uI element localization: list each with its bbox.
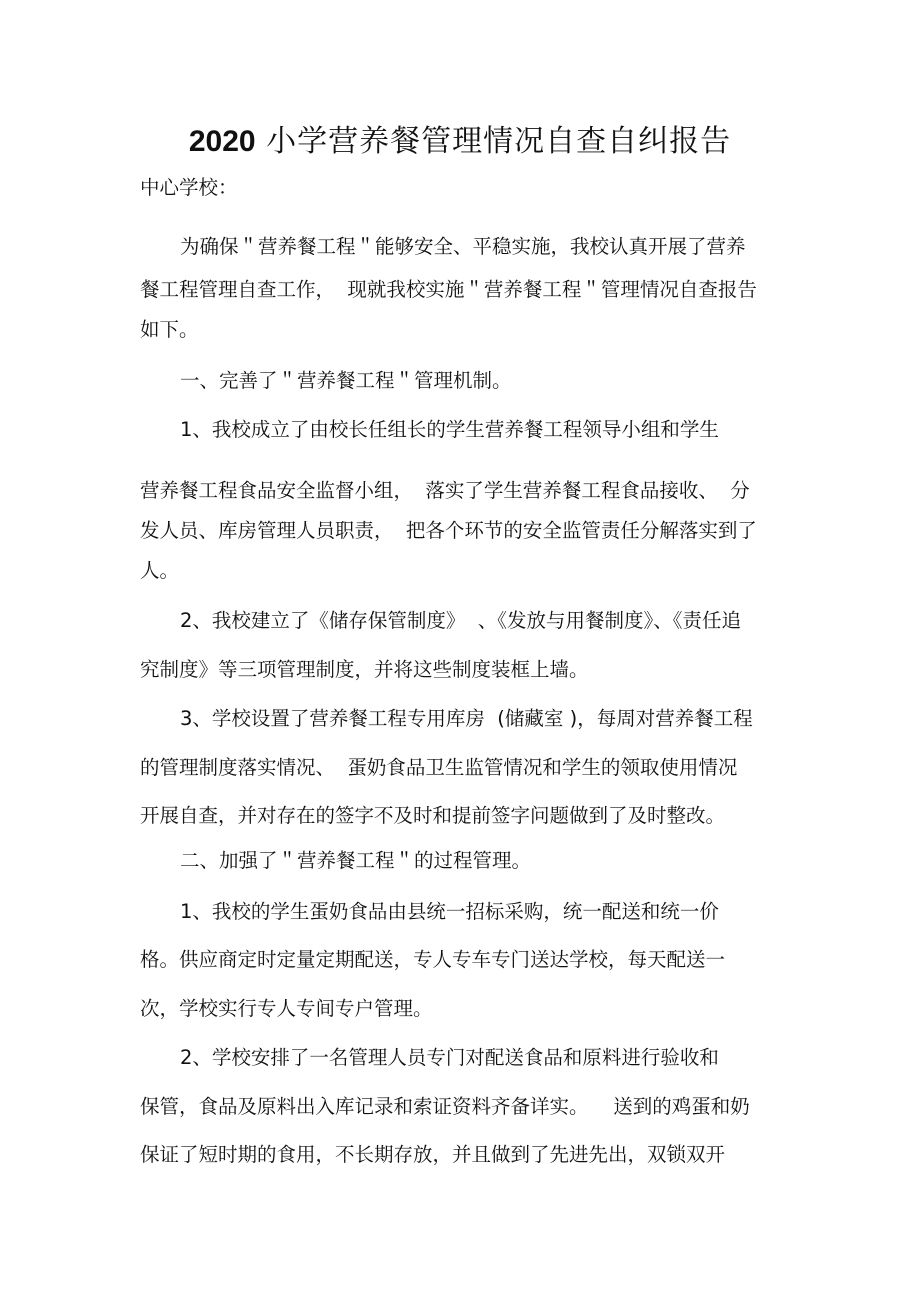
section1-item1-line: 发人员、库房管理人员职责， 把各个环节的安全监管责任分解落实到了 bbox=[140, 519, 757, 542]
title-year: 2020 bbox=[188, 125, 256, 158]
section1-item2-line: 究制度》等三项管理制度，并将这些制度装框上墙。 bbox=[140, 658, 589, 681]
intro-line: 如下。 bbox=[140, 318, 199, 341]
intro-line: 为确保＂营养餐工程＂能够安全、平稳实施，我校认真开展了营养 bbox=[180, 235, 746, 258]
section1-item3-line: 3、学校设置了营养餐工程专用库房 (储藏室 )，每周对营养餐工程 bbox=[180, 707, 753, 730]
section-heading-1: 一、完善了＂营养餐工程＂管理机制。 bbox=[180, 369, 512, 392]
section1-item3-line: 的管理制度落实情况、 蛋奶食品卫生监管情况和学生的领取使用情况 bbox=[140, 756, 738, 779]
section1-item1-line: 人。 bbox=[140, 559, 180, 582]
section2-item1-line: 次，学校实行专人专间专户管理。 bbox=[140, 997, 433, 1020]
section1-item1-line: 1、我校成立了由校长任组长的学生营养餐工程领导小组和学生 bbox=[180, 418, 719, 441]
section1-item2-line: 2、我校建立了《储存保管制度》 、《发放与用餐制度》、《责任追 bbox=[180, 609, 742, 632]
section2-item1-line: 格。供应商定时定量定期配送，专人专车专门送达学校，每天配送一 bbox=[140, 948, 726, 971]
section-heading-2: 二、加强了＂营养餐工程＂的过程管理。 bbox=[180, 849, 532, 872]
section1-item1-line: 营养餐工程食品安全监督小组， 落实了学生营养餐工程食品接收、 分 bbox=[140, 479, 750, 502]
section1-item3-line: 开展自查，并对存在的签字不及时和提前签字问题做到了及时整改。 bbox=[140, 804, 726, 827]
recipient-line: 中心学校： bbox=[140, 176, 238, 199]
section2-item2-line: 保证了短时期的食用，不长期存放，并且做到了先进先出，双锁双开 bbox=[140, 1143, 726, 1166]
title-text: 小学营养餐管理情况自查自纠报告 bbox=[255, 124, 732, 159]
section2-item2-line: 保管，食品及原料出入库记录和索证资料齐备详实。 送到的鸡蛋和奶 bbox=[140, 1095, 750, 1118]
page-title bbox=[0, 122, 920, 162]
section2-item2-line: 2、学校安排了一名管理人员专门对配送食品和原料进行验收和 bbox=[180, 1046, 719, 1069]
intro-line: 餐工程管理自查工作， 现就我校实施＂营养餐工程＂管理情况自查报告 bbox=[140, 278, 757, 301]
section2-item1-line: 1、我校的学生蛋奶食品由县统一招标采购，统一配送和统一价 bbox=[180, 900, 719, 923]
